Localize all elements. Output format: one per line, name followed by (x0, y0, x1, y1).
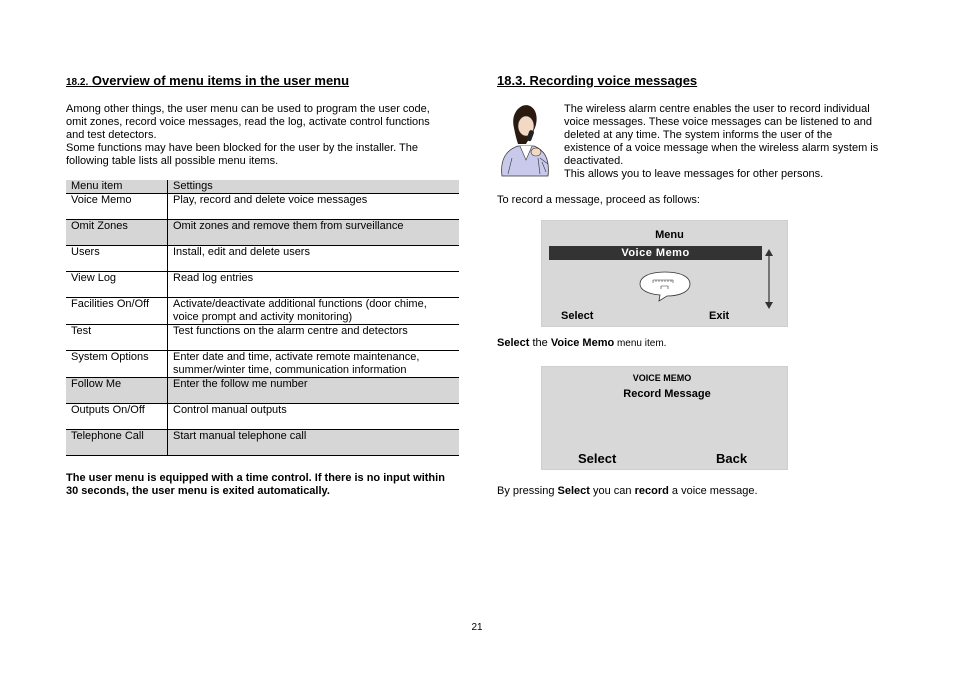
scroll-arrow-icon (762, 247, 776, 311)
cell-setting: Test functions on the alarm centre and detectors (168, 325, 460, 351)
section-title: Overview of menu items in the user menu (91, 73, 350, 88)
step1-text (497, 337, 666, 350)
text-line: The wireless alarm centre enables the user to record individual (564, 103, 870, 115)
section-heading-18-2 (66, 73, 349, 88)
lcd-exit-key: Exit (709, 310, 730, 322)
cell-item: Outputs On/Off (66, 404, 168, 430)
section-number: 18.2. (66, 77, 89, 88)
text-line: voice messages. These voice messages can be listened to and (564, 116, 872, 128)
table-row (66, 246, 459, 272)
text-line: deactivated. (564, 155, 624, 167)
table-row (66, 220, 459, 246)
cell-setting: Play, record and delete voice messages (168, 194, 460, 220)
lcd-screen-voice-memo (541, 366, 788, 470)
table-row (66, 325, 459, 351)
cell-item: Telephone Call (66, 430, 168, 456)
cell-setting: Activate/deactivate additional functions (door chime, voice prompt and activity monitoring) (168, 298, 460, 325)
cell-setting: Control manual outputs (168, 404, 460, 430)
cell-setting: Enter the follow me number (168, 378, 460, 404)
menu-items-table (66, 180, 459, 456)
text-line: omit zones, record voice messages, read the log, activate control functions (66, 116, 430, 128)
cell-setting: Omit zones and remove them from surveillance (168, 220, 460, 246)
cell-item: Users (66, 246, 168, 272)
lcd-screen-menu (541, 220, 788, 327)
text-line: following table lists all possible menu items. (66, 155, 279, 167)
table-row (66, 194, 459, 220)
lcd-select-key: Select (561, 310, 594, 322)
cell-item: Facilities On/Off (66, 298, 168, 325)
text-line: existence of a voice message when the wireless alarm system is (564, 142, 879, 154)
step2-text-part: a voice message. (668, 485, 758, 497)
lcd-back-key: Back (716, 451, 748, 466)
lcd-menu-title: Menu (655, 229, 684, 241)
step2-text-part: By pressing (497, 485, 558, 497)
voice-intro-paragraph (564, 103, 894, 181)
header-menu-item: Menu item (66, 180, 168, 194)
text-line: deleted at any time. The system informs the user of the (564, 129, 833, 141)
table-row (66, 272, 459, 298)
lcd-record-message: Record Message (623, 388, 711, 400)
cell-item: Follow Me (66, 378, 168, 404)
text-line: This allows you to leave messages for other persons. (564, 168, 824, 180)
step1-text-part: menu item. (614, 338, 667, 349)
text-line: Some functions may have been blocked for the user by the installer. The (66, 142, 418, 154)
cell-item: Omit Zones (66, 220, 168, 246)
table-row (66, 430, 459, 456)
speech-bubble-icon (637, 269, 693, 303)
step2-record: record (634, 485, 669, 497)
text-line: and test detectors. (66, 129, 157, 141)
cell-setting: Start manual telephone call (168, 430, 460, 456)
cell-setting: Install, edit and delete users (168, 246, 460, 272)
table-row (66, 298, 459, 325)
cell-item: Voice Memo (66, 194, 168, 220)
table-row (66, 378, 459, 404)
timeout-note (66, 472, 466, 498)
table-row (66, 351, 459, 378)
text-line: Among other things, the user menu can be used to program the user code, (66, 103, 430, 115)
proceed-text: To record a message, proceed as follows: (497, 194, 700, 206)
cell-setting: Read log entries (168, 272, 460, 298)
table-header-row (66, 180, 459, 194)
step2-text (497, 485, 758, 498)
lcd-voice-memo-title: VOICE MEMO (632, 373, 692, 383)
step1-voice-memo: Voice Memo (550, 337, 615, 349)
lcd-select-key: Select (578, 451, 617, 466)
step1-select: Select (497, 337, 530, 349)
cell-setting: Enter date and time, activate remote maintenance, summer/winter time, communication information (168, 351, 460, 378)
page-number: 21 (471, 622, 483, 633)
section-heading-18-3: 18.3. Recording voice messages (497, 73, 698, 88)
intro-paragraph (66, 103, 466, 168)
table-row (66, 404, 459, 430)
cell-item: Test (66, 325, 168, 351)
step2-select: Select (557, 485, 590, 497)
woman-microphone-illustration (496, 100, 556, 178)
cell-item: System Options (66, 351, 168, 378)
step2-text-part: you can (589, 485, 635, 497)
cell-item: View Log (66, 272, 168, 298)
text-line: The user menu is equipped with a time control. If there is no input within (66, 472, 445, 484)
text-line: 30 seconds, the user menu is exited automatically. (66, 485, 330, 497)
lcd-highlighted-item: Voice Memo (549, 246, 762, 260)
header-settings: Settings (168, 180, 460, 194)
step1-text-part: the (529, 337, 551, 349)
